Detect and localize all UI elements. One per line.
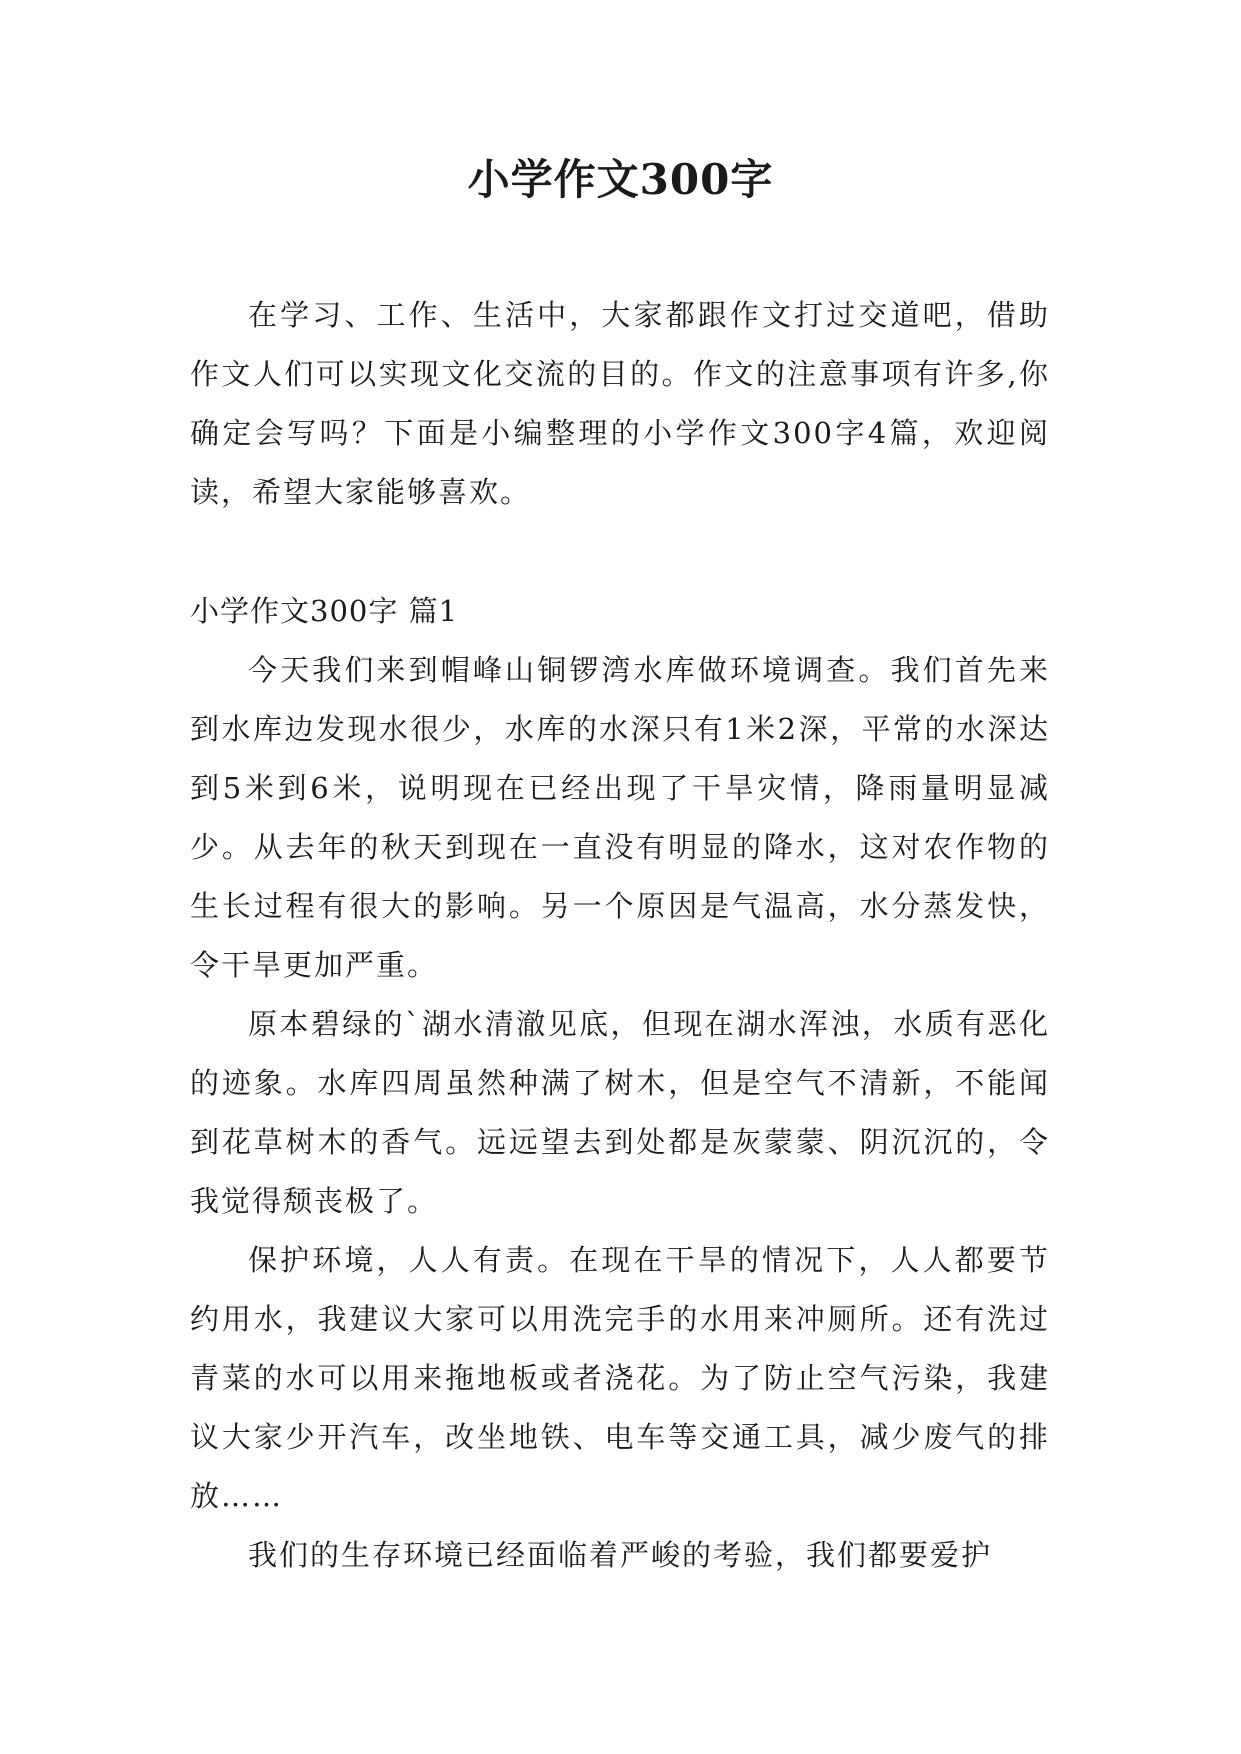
document-title: 小学作文300字 bbox=[467, 155, 774, 204]
body-paragraph: 原本碧绿的`湖水清澈见底，但现在湖水浑浊，水质有恶化的迹象。水库四周虽然种满了树木，但是空气不清新，不能闻到花草树木的香气。远远望去到处都是灰蒙蒙、阴沉沉的，令我觉得颓丧极了。 bbox=[190, 1007, 1050, 1218]
body-paragraph: 保护环境，人人有责。在现在干旱的情况下，人人都要节约用水，我建议大家可以用洗完手的水用来冲厕所。还有洗过青菜的水可以用来拖地板或者浇花。为了防止空气污染，我建议大家少开汽车，改坐地铁、电车等交通工具，减少废气的排放…… bbox=[190, 1243, 1050, 1513]
intro-paragraph: 在学习、工作、生活中，大家都跟作文打过交道吧，借助作文人们可以实现文化交流的目的。作文的注意事项有许多,你确定会写吗？下面是小编整理的小学作文300字4篇，欢迎阅读，希望大家能够喜欢。 bbox=[190, 298, 1050, 509]
section-heading: 小学作文300字 篇1 bbox=[190, 594, 459, 628]
document-body bbox=[190, 286, 1050, 1585]
body-paragraph: 今天我们来到帽峰山铜锣湾水库做环境调查。我们首先来到水库边发现水很少，水库的水深只有1米2深，平常的水深达到5米到6米，说明现在已经出现了干旱灾情，降雨量明显减少。从去年的秋天到现在一直没有明显的降水，这对农作物的生长过程有很大的影响。另一个原因是气温高，水分蒸发快，令干旱更加严重。 bbox=[190, 653, 1050, 982]
body-paragraph: 我们的生存环境已经面临着严峻的考验，我们都要爱护 bbox=[248, 1538, 993, 1572]
